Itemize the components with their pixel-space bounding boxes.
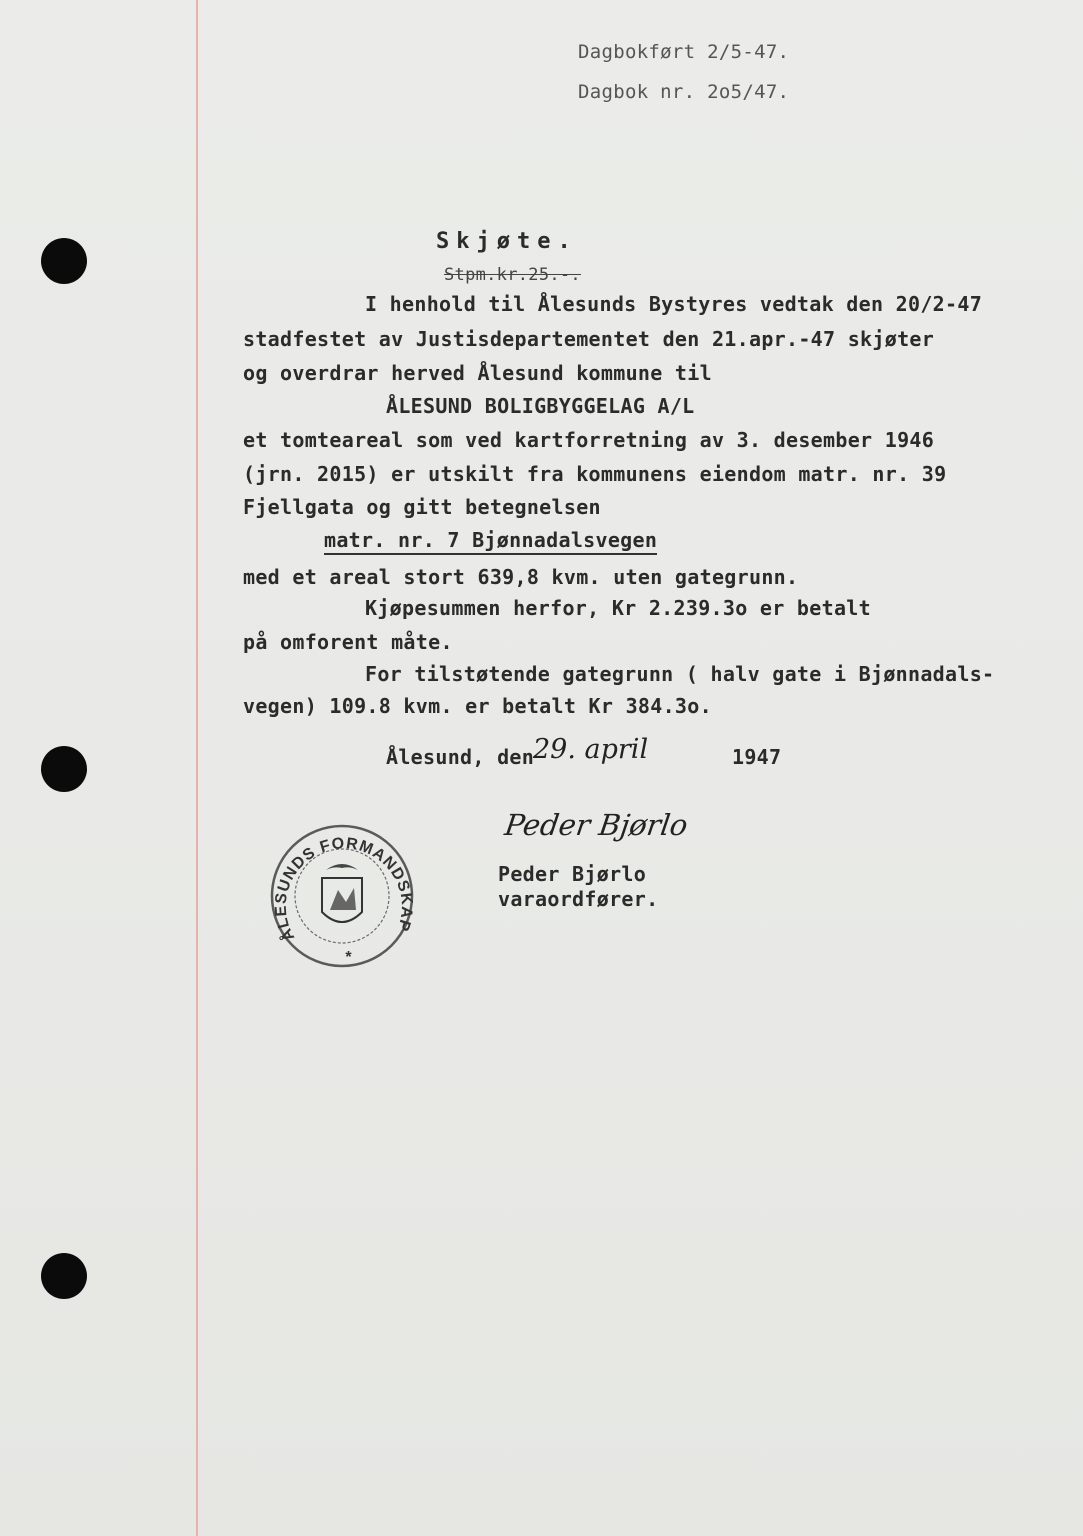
punch-hole-top [41,238,87,284]
document-title: Skjøte. [436,229,578,254]
body-line-2: stadfestet av Justisdepartementet den 21.apr.-47 skjøter [243,327,935,351]
margin-line [196,0,198,1536]
body-line-13: vegen) 109.8 kvm. er betalt Kr 384.3o. [243,694,712,718]
journal-number: Dagbok nr. 2o5/47. [578,81,790,103]
signer-title: varaordfører. [498,887,659,911]
body-line-9: med et areal stort 639,8 kvm. uten gategrunn. [243,565,799,589]
registered-note: Dagbokført 2/5-47. [578,41,790,63]
date-year: 1947 [732,745,782,769]
body-line-12: For tilstøtende gategrunn ( halv gate i Bjønnadals- [365,662,995,686]
body-line-3: og overdrar herved Ålesund kommune til [243,361,712,385]
punch-hole-middle [41,746,87,792]
seal-text-path: ÅLESUNDS FORMANDSKAP [272,835,416,944]
coat-of-arms-icon [322,864,362,922]
handwritten-signature: Peder Bjørlo [502,808,690,842]
body-line-6: (jrn. 2015) er utskilt fra kommunens eiendom matr. nr. 39 [243,462,947,486]
body-line-5: et tomteareal som ved kartforretning av 3. desember 1946 [243,428,935,452]
body-line-7: Fjellgata og gitt betegnelsen [243,495,601,519]
place-date-prefix: Ålesund, den [386,745,535,769]
municipal-seal [270,820,420,976]
property-designation-text: matr. nr. 7 Bjønnadalsvegen [324,528,657,555]
body-line-10: Kjøpesummen herfor, Kr 2.239.3o er betalt [365,596,871,620]
property-designation [324,528,657,552]
signer-name: Peder Bjørlo [498,862,647,886]
seal-star: * [345,949,353,966]
handwritten-date: 29. april [533,734,649,765]
seal-text [273,835,416,944]
body-line-1: I henhold til Ålesunds Bystyres vedtak den 20/2-47 [365,292,983,316]
body-line-11: på omforent måte. [243,630,453,654]
punch-hole-bottom [41,1253,87,1299]
stamp-fee: Stpm.kr.25.-. [444,265,581,285]
buyer-name: ÅLESUND BOLIGBYGGELAG A/L [386,394,695,418]
